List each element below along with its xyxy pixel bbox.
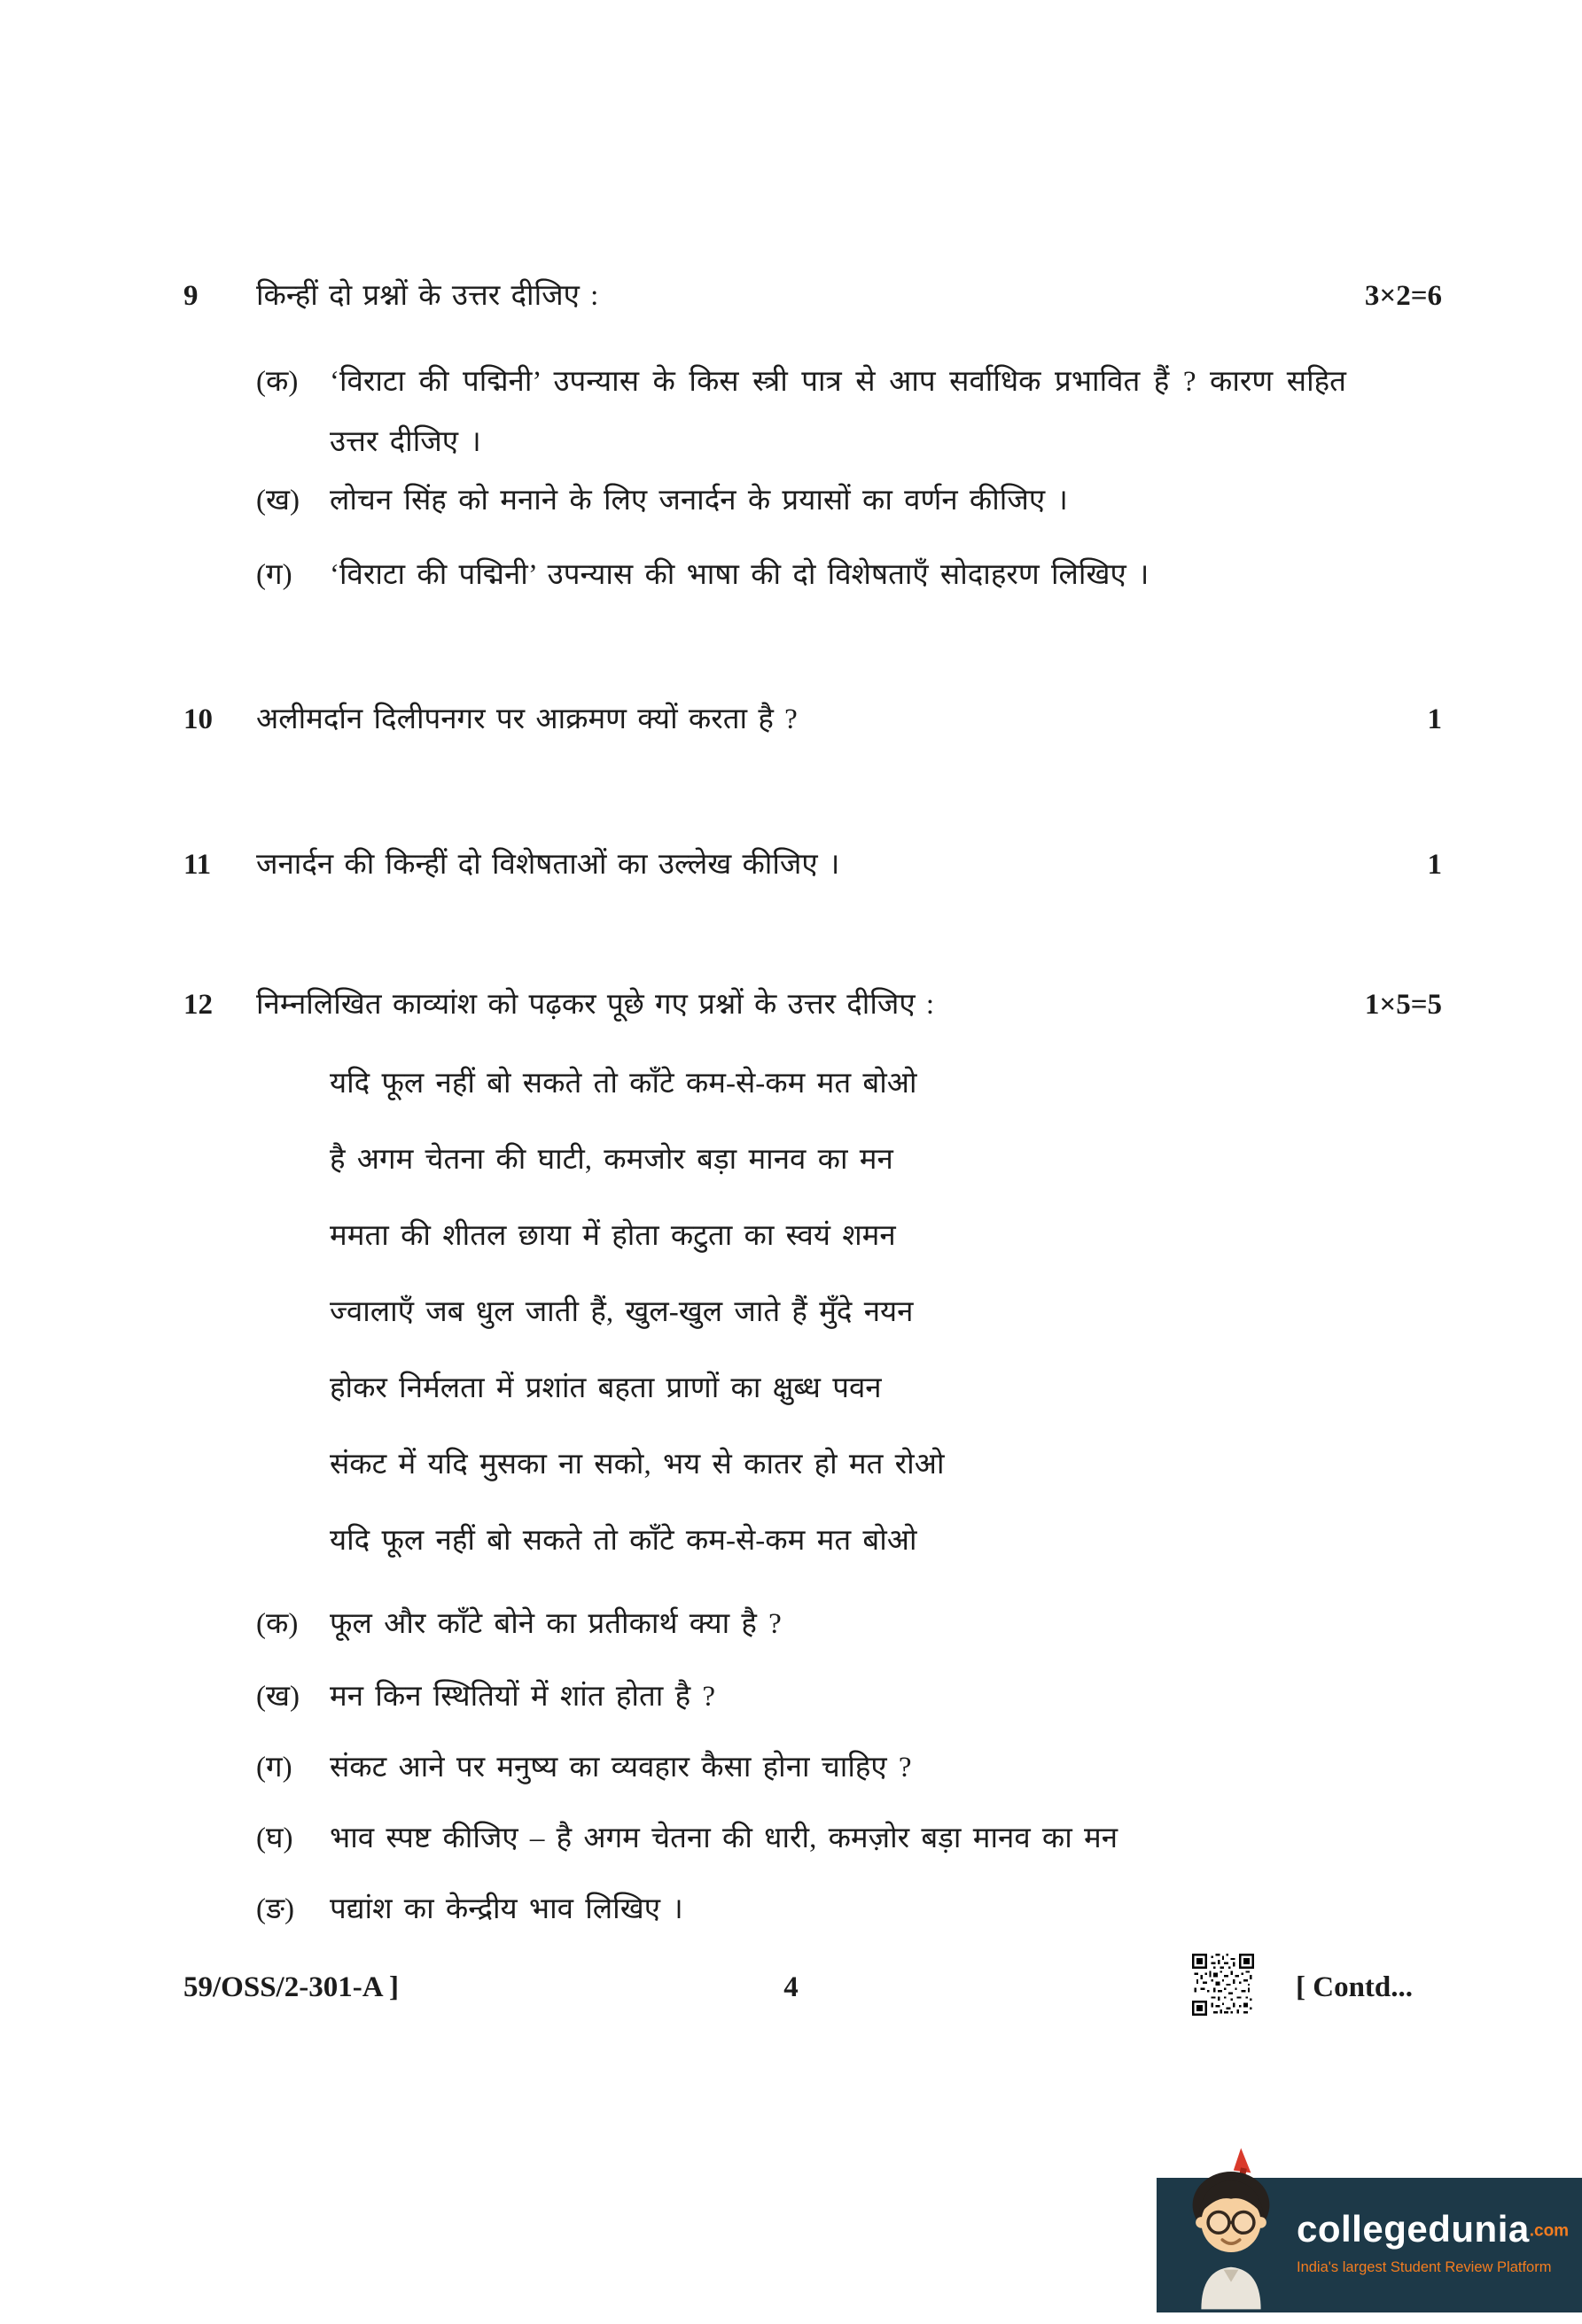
subpart-text: ‘विराटा की पद्मिनी’ उपन्यास की भाषा की दो विशेषताएँ सोदाहरण लिखिए । xyxy=(330,559,1149,591)
question-number: 12 xyxy=(183,989,213,1021)
question-marks: 3×2=6 xyxy=(1364,280,1442,312)
subpart-label: (ङ) xyxy=(256,1893,294,1925)
poem-line: यदि फूल नहीं बो सकते तो काँटे कम-से-कम मत बोओ xyxy=(330,1525,917,1557)
question-text: अलीमर्दान दिलीपनगर पर आक्रमण क्यों करता है ? xyxy=(256,703,798,735)
question-12-subpart-e xyxy=(256,1880,1346,1940)
question-marks: 1 xyxy=(1427,703,1442,735)
question-marks: 1 xyxy=(1427,849,1442,881)
subpart-label: (क) xyxy=(256,1608,299,1640)
footer-paper-code: 59/OSS/2-301-A ] xyxy=(183,1971,399,2003)
question-text: जनार्दन की किन्हीं दो विशेषताओं का उल्लेख कीजिए । xyxy=(256,849,840,881)
subpart-text: लोचन सिंह को मनाने के लिए जनार्दन के प्रयासों का वर्णन कीजिए । xyxy=(330,485,1068,517)
question-number: 10 xyxy=(183,703,213,735)
subpart-label: (ख) xyxy=(256,485,300,517)
brand-tagline: India's largest Student Review Platform xyxy=(1297,2259,1552,2275)
question-9 xyxy=(183,270,1442,323)
poem-line: होकर निर्मलता में प्रशांत बहता प्राणों का क्षुब्ध पवन xyxy=(330,1372,882,1404)
question-number: 11 xyxy=(183,849,212,881)
question-marks: 1×5=5 xyxy=(1364,989,1442,1021)
poem-line: यदि फूल नहीं बो सकते तो काँटे कम-से-कम मत बोओ xyxy=(330,1068,917,1100)
poem-line: ज्वालाएँ जब धुल जाती हैं, खुल-खुल जाते हैं मुँदे नयन xyxy=(330,1296,914,1328)
question-9-subpart-b xyxy=(256,471,1346,532)
question-9-subpart-a xyxy=(256,353,1346,472)
question-12-subpart-a xyxy=(256,1595,1346,1655)
poem-line: है अगम चेतना की घाटी, कमजोर बड़ा मानव का मन xyxy=(330,1144,893,1176)
brand-text xyxy=(1297,2208,1569,2276)
subpart-label: (ग) xyxy=(256,1752,292,1784)
question-12 xyxy=(183,979,1442,1031)
contd-label: [ Contd... xyxy=(1296,1971,1414,2003)
poem-line: ममता की शीतल छाया में होता कटुता का स्वयं शमन xyxy=(330,1220,896,1252)
question-12-subpart-d xyxy=(256,1809,1346,1869)
subpart-text: फूल और काँटे बोने का प्रतीकार्थ क्या है ? xyxy=(330,1608,782,1640)
subpart-text: भाव स्पष्ट कीजिए – है अगम चेतना की धारी, कमज़ोर बड़ा मानव का मन xyxy=(330,1823,1118,1854)
poem-extract xyxy=(330,1045,944,1579)
question-11 xyxy=(183,839,1442,891)
question-text: किन्हीं दो प्रश्नों के उत्तर दीजिए : xyxy=(256,280,599,312)
subpart-text: ‘विराटा की पद्मिनी’ उपन्यास के किस स्त्री पात्र से आप सर्वाधिक प्रभावित हैं ? कारण सहित उत्तर दीजिए । xyxy=(330,366,1346,458)
brand-domain: .com xyxy=(1529,2221,1570,2241)
brand-mascot xyxy=(1169,2142,1293,2312)
qr-code xyxy=(1192,1954,1254,2016)
question-9-subpart-c xyxy=(256,546,1346,606)
brand-name: collegedunia xyxy=(1297,2208,1530,2250)
question-12-subpart-c xyxy=(256,1738,1346,1799)
poem-line: संकट में यदि मुसका ना सको, भय से कातर हो मत रोओ xyxy=(330,1449,945,1481)
subpart-text: संकट आने पर मनुष्य का व्यवहार कैसा होना चाहिए ? xyxy=(330,1752,912,1784)
question-number: 9 xyxy=(183,280,199,312)
page-number: 4 xyxy=(783,1971,799,2003)
brand-band xyxy=(1157,2178,1582,2312)
question-10 xyxy=(183,694,1442,746)
question-text: निम्नलिखित काव्यांश को पढ़कर पूछे गए प्रश्नों के उत्तर दीजिए : xyxy=(256,989,935,1021)
subpart-text: पद्यांश का केन्द्रीय भाव लिखिए । xyxy=(330,1893,683,1925)
subpart-label: (घ) xyxy=(256,1823,293,1854)
subpart-label: (ग) xyxy=(256,559,292,591)
subpart-text: मन किन स्थितियों में शांत होता है ? xyxy=(330,1681,715,1713)
subpart-label: (क) xyxy=(256,366,299,398)
question-12-subpart-b xyxy=(256,1667,1346,1728)
subpart-label: (ख) xyxy=(256,1681,300,1713)
